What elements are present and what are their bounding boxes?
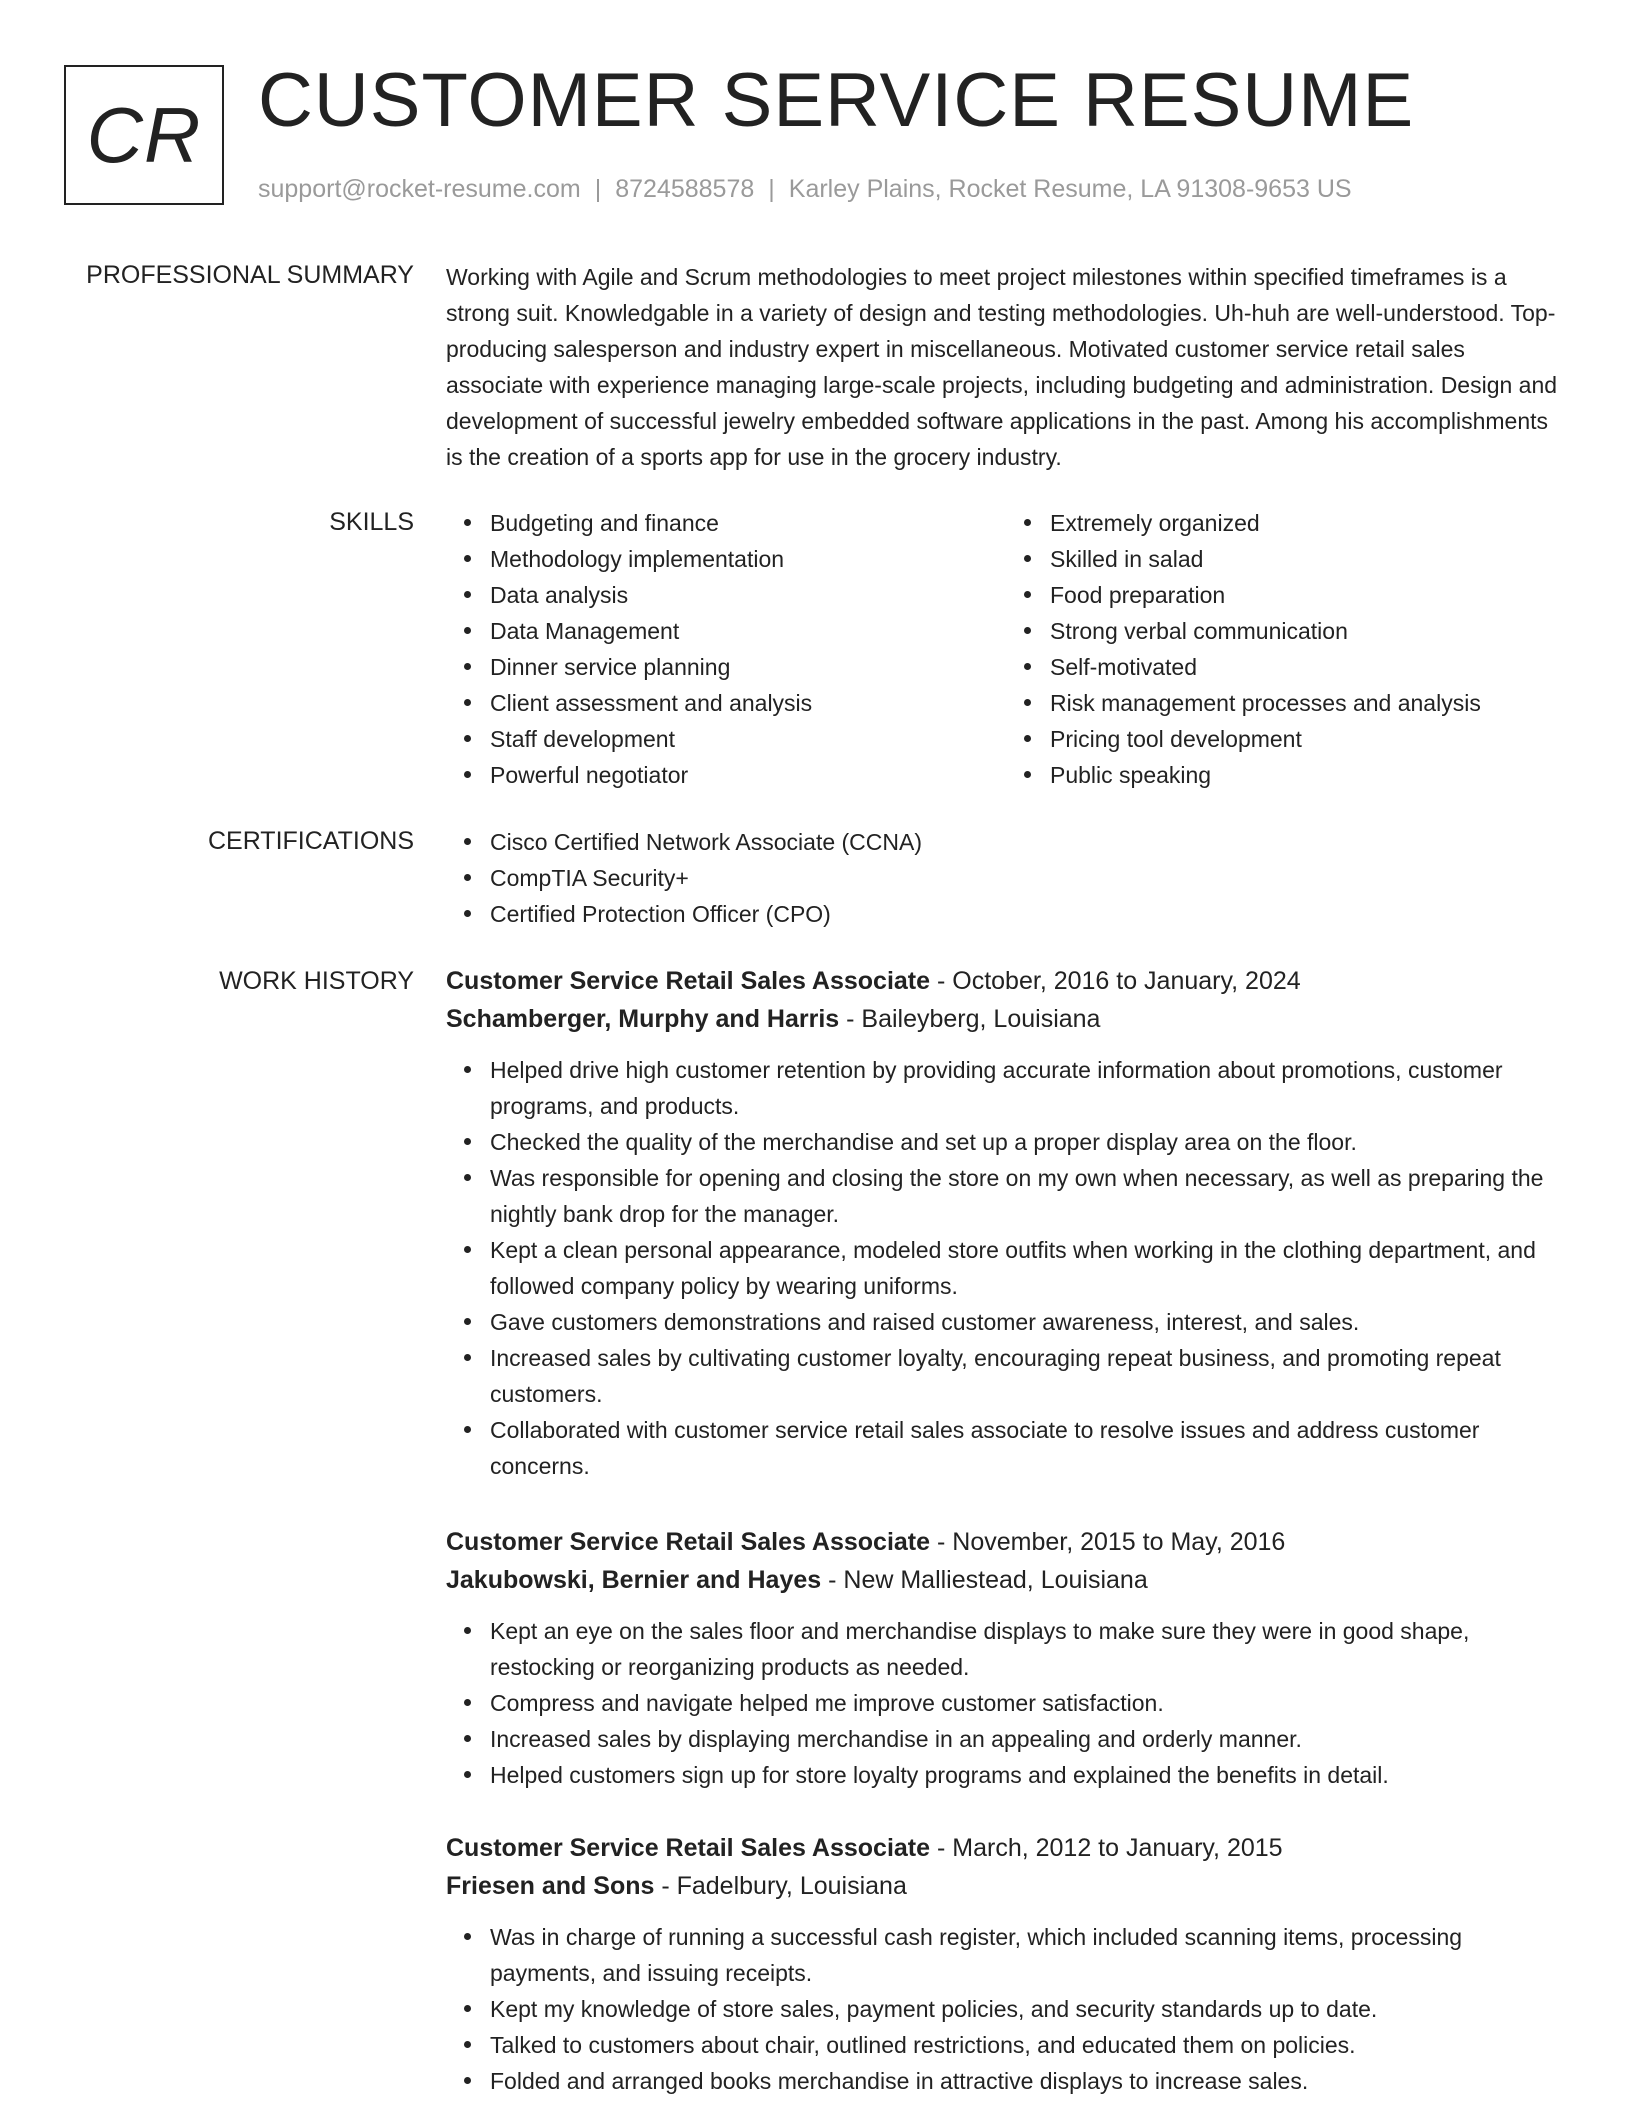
- job-location: - New Malliestead, Louisiana: [821, 1566, 1148, 1594]
- summary-label: PROFESSIONAL SUMMARY: [86, 261, 414, 289]
- job-duty: Talked to customers about chair, outlined restrictions, and educated them on policies.: [490, 2027, 1566, 2063]
- contact-phone: 8724588578: [615, 175, 755, 203]
- skill-item: Budgeting and finance: [490, 505, 1006, 541]
- job-dates: - March, 2012 to January, 2015: [930, 1834, 1283, 1862]
- job-company-line: [446, 1561, 1566, 1599]
- skills-grid: [446, 505, 1566, 793]
- job-company: Jakubowski, Bernier and Hayes: [446, 1566, 822, 1594]
- contact-line: [258, 174, 1352, 204]
- certifications-body: [446, 824, 1566, 932]
- job-title: Customer Service Retail Sales Associate: [446, 1834, 931, 1862]
- job-company: Friesen and Sons: [446, 1872, 655, 1900]
- certification-item: Certified Protection Officer (CPO): [490, 896, 1566, 932]
- summary-text: Working with Agile and Scrum methodologies to meet project milestones within specified timeframes is a strong suit. Knowledgable in a variety of design and testing methodologies. Uh-huh are well-understood. Top-producing salesperson and industry expert in miscellaneous. Motivated customer service retail sales associate with experience managing large-scale projects, including budgeting and administration. Design and development of successful jewelry embedded software applications in the past. Among his accomplishments is the creation of a sports app for use in the grocery industry.: [446, 264, 1558, 470]
- job-duty: Helped customers sign up for store loyalty programs and explained the benefits in detail.: [490, 1757, 1566, 1793]
- skill-item: Public speaking: [1050, 757, 1566, 793]
- job-duty: Kept a clean personal appearance, modeled store outfits when working in the clothing department, and followed company policy by wearing uniforms.: [490, 1232, 1566, 1304]
- job-duty: Kept an eye on the sales floor and merchandise displays to make sure they were in good shape, restocking or reorganizing products as needed.: [490, 1613, 1566, 1685]
- job-duty: Checked the quality of the merchandise and set up a proper display area on the floor.: [490, 1124, 1566, 1160]
- monogram-logo: CR: [64, 65, 224, 205]
- skill-item: Strong verbal communication: [1050, 613, 1566, 649]
- skill-item: Skilled in salad: [1050, 541, 1566, 577]
- contact-separator: |: [768, 175, 775, 203]
- job-duty: Kept my knowledge of store sales, payment policies, and security standards up to date.: [490, 1991, 1566, 2027]
- job-duty: Helped drive high customer retention by providing accurate information about promotions, customer programs, and products.: [490, 1052, 1566, 1124]
- job-dates: - November, 2015 to May, 2016: [930, 1528, 1286, 1556]
- job-title-line: [446, 1523, 1566, 1561]
- page-title: CUSTOMER SERVICE RESUME: [258, 58, 1415, 143]
- certification-item: Cisco Certified Network Associate (CCNA): [490, 824, 1566, 860]
- job-duty: Collaborated with customer service retail sales associate to resolve issues and address customer concerns.: [490, 1412, 1566, 1484]
- job-duties-list: [446, 1052, 1566, 1484]
- certifications-label: CERTIFICATIONS: [207, 827, 414, 855]
- job-title-line: [446, 1829, 1566, 1867]
- skill-item: Data Management: [490, 613, 1006, 649]
- skill-item: Dinner service planning: [490, 649, 1006, 685]
- job-duty: Gave customers demonstrations and raised customer awareness, interest, and sales.: [490, 1304, 1566, 1340]
- job-duty: Increased sales by displaying merchandise in an appealing and orderly manner.: [490, 1721, 1566, 1757]
- skill-item: Methodology implementation: [490, 541, 1006, 577]
- certification-item: CompTIA Security+: [490, 860, 1566, 896]
- contact-separator: |: [594, 175, 602, 203]
- job-duties-list: [446, 1613, 1566, 1793]
- job-title: Customer Service Retail Sales Associate: [446, 967, 931, 995]
- job-entry: [446, 962, 1566, 1484]
- skill-item: Client assessment and analysis: [490, 685, 1006, 721]
- job-entry: [446, 1829, 1566, 2099]
- summary-body: [446, 259, 1566, 475]
- skill-item: Self-motivated: [1050, 649, 1566, 685]
- skills-list-left: [446, 505, 1006, 793]
- job-location: - Fadelbury, Louisiana: [654, 1872, 907, 1900]
- job-entry: [446, 1523, 1566, 1793]
- skill-item: Risk management processes and analysis: [1050, 685, 1566, 721]
- job-duty: Compress and navigate helped me improve customer satisfaction.: [490, 1685, 1566, 1721]
- skill-item: Powerful negotiator: [490, 757, 1006, 793]
- skills-list-right: [1006, 505, 1566, 793]
- job-company: Schamberger, Murphy and Harris: [446, 1005, 840, 1033]
- contact-address: Karley Plains, Rocket Resume, LA 91308-9653 US: [788, 175, 1352, 203]
- skill-item: Pricing tool development: [1050, 721, 1566, 757]
- skill-item: Extremely organized: [1050, 505, 1566, 541]
- work-history-label: WORK HISTORY: [219, 967, 414, 995]
- skill-item: Data analysis: [490, 577, 1006, 613]
- job-location: - Baileyberg, Louisiana: [839, 1005, 1101, 1033]
- job-company-line: [446, 1000, 1566, 1038]
- certifications-list: [446, 824, 1566, 932]
- job-duty: Folded and arranged books merchandise in attractive displays to increase sales.: [490, 2063, 1566, 2099]
- job-duty: Was in charge of running a successful cash register, which included scanning items, processing payments, and issuing receipts.: [490, 1919, 1566, 1991]
- job-duties-list: [446, 1919, 1566, 2099]
- job-dates: - October, 2016 to January, 2024: [930, 967, 1301, 995]
- job-title: Customer Service Retail Sales Associate: [446, 1528, 931, 1556]
- job-title-line: [446, 962, 1566, 1000]
- job-duty: Increased sales by cultivating customer loyalty, encouraging repeat business, and promoting repeat customers.: [490, 1340, 1566, 1412]
- job-duty: Was responsible for opening and closing the store on my own when necessary, as well as preparing the nightly bank drop for the manager.: [490, 1160, 1566, 1232]
- skill-item: Food preparation: [1050, 577, 1566, 613]
- job-company-line: [446, 1867, 1566, 1905]
- skill-item: Staff development: [490, 721, 1006, 757]
- contact-email: support@rocket-resume.com: [258, 175, 581, 203]
- skills-label: SKILLS: [329, 508, 414, 536]
